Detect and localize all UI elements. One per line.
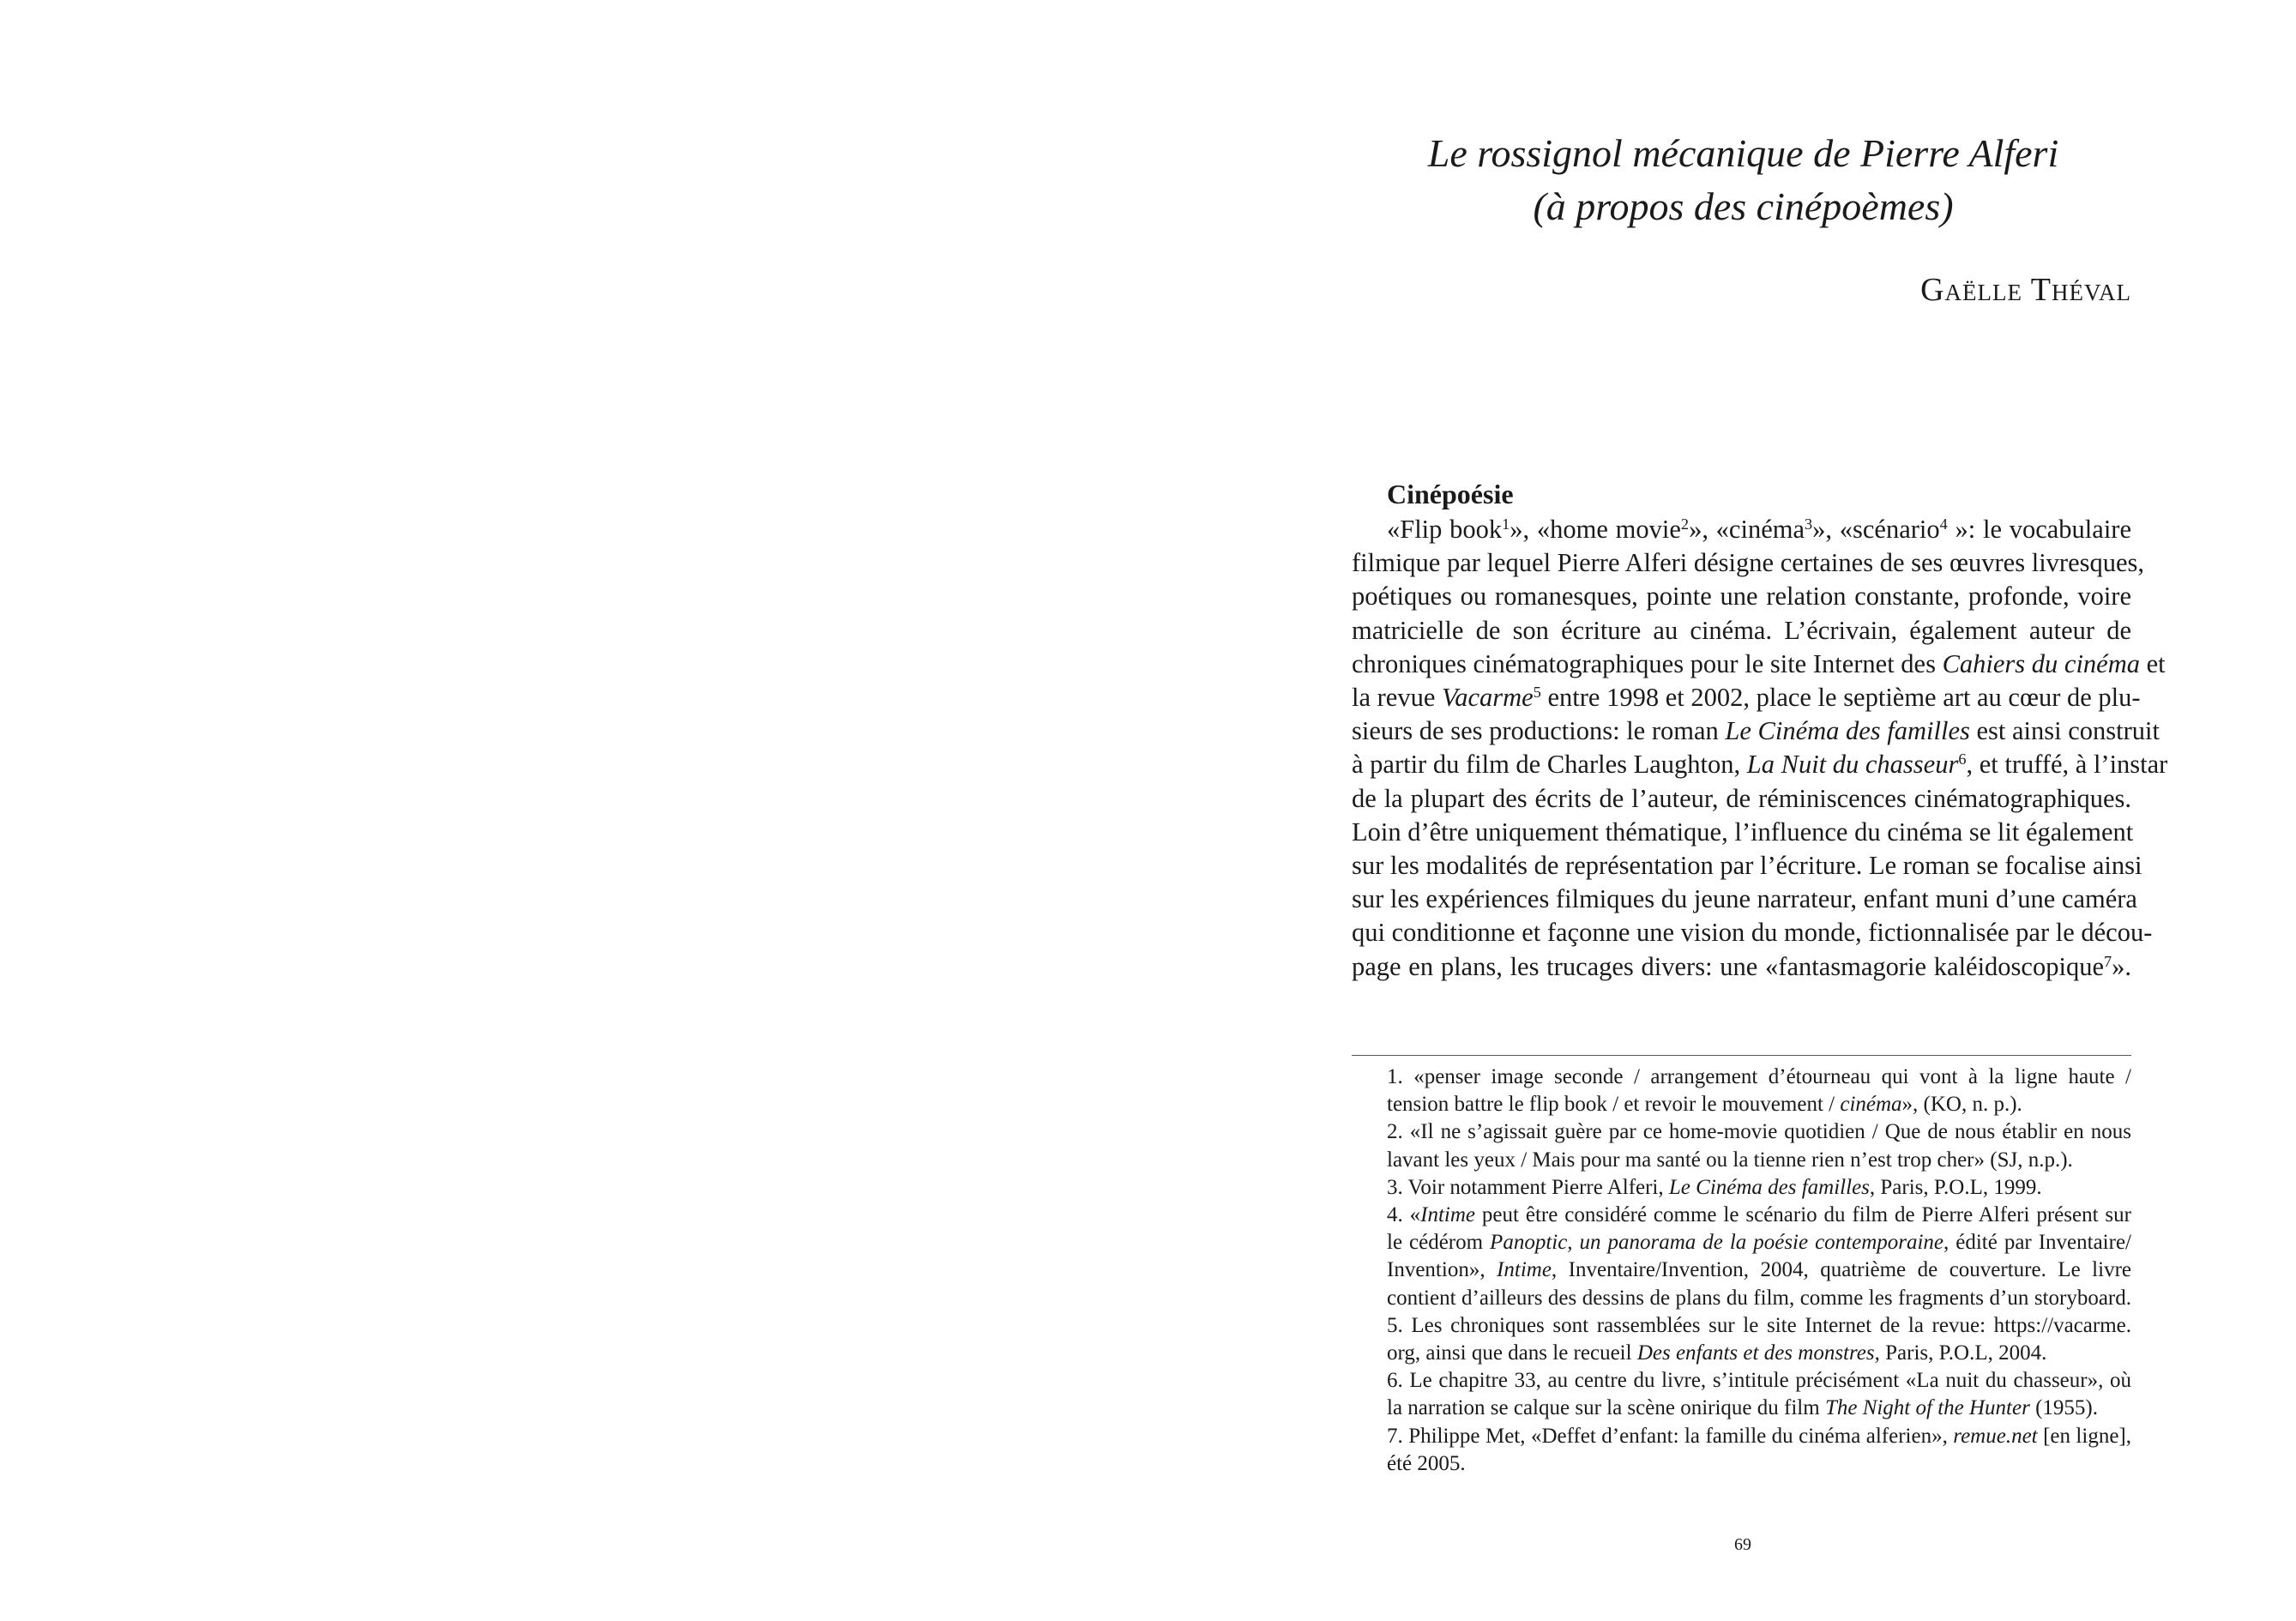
text-segment: chroniques cinématographiques pour le site Internet des [1352, 648, 1943, 678]
footnotes [1387, 1064, 2131, 1478]
text-segment: , Inventaire/Invention, 2004, quatrième de couverture. Le livre [1551, 1258, 2131, 1282]
text-segment: 7. Philippe Met, «Deffet d’enfant: la famille du cinéma alferien», [1387, 1424, 1954, 1448]
italic-text: Intime [1497, 1258, 1552, 1282]
footnote-reference: 1 [1502, 515, 1510, 533]
footnote-reference: 7 [2103, 952, 2112, 970]
italic-text: La Nuit du chasseur [1746, 750, 1959, 780]
text-segment: », «scénario [1812, 515, 1940, 544]
footnote-line [1387, 1423, 2131, 1450]
page-number: 69 [1734, 1535, 1751, 1554]
text-segment: org, ainsi que dans le recueil [1387, 1341, 1637, 1365]
text-segment: sur les modalités de représentation par l’écriture. Le roman se focalise ainsi [1352, 851, 2142, 881]
body-line [1352, 714, 2160, 748]
text-segment: ». [2112, 951, 2131, 981]
footnote-line [1387, 1174, 2131, 1202]
italic-text: Cahiers du cinéma [1942, 648, 2140, 678]
text-segment: matricielle de son écriture au cinéma. L’écrivain, également auteur de [1352, 615, 2131, 645]
author-name: Gaëlle Théval [1920, 272, 2131, 308]
footnote-line [1387, 1312, 2131, 1340]
footnote-reference: 6 [1958, 750, 1967, 768]
text-segment: sieurs de ses productions: le roman [1352, 716, 1726, 746]
text-segment: 2. «Il ne s’agissait guère par ce home-movie quotidien / Que de nous établir en nous [1387, 1120, 2131, 1144]
footnote-reference: 4 [1939, 515, 1948, 533]
footnote-line [1387, 1064, 2131, 1091]
text-segment: est ainsi construit [1969, 716, 2160, 746]
text-segment: , et truffé, à l’instar [1966, 750, 2168, 780]
section-heading: Cinépoésie [1387, 479, 1514, 509]
footnote-line [1387, 1202, 2131, 1229]
text-segment: », (KO, n. p.). [1901, 1093, 2022, 1117]
footnote-reference: 5 [1533, 683, 1541, 701]
footnote-line [1387, 1091, 2131, 1118]
text-segment: entre 1998 et 2002, place le septième art au cœur de plu- [1540, 683, 2141, 713]
footnote-line [1387, 1285, 2131, 1312]
text-segment: 3. Voir notamment Pierre Alferi, [1387, 1175, 1669, 1199]
footnote-line [1387, 1340, 2131, 1367]
body-line [1352, 681, 2141, 714]
body-line [1352, 816, 2134, 849]
article-title-line-2: (à propos des cinépoèmes) [1533, 184, 1954, 228]
text-segment: , Paris, P.O.L, 1999. [1869, 1175, 2042, 1199]
footnote-divider [1352, 1055, 2131, 1056]
text-segment: [en ligne], [2037, 1424, 2131, 1448]
footnote-line [1387, 1147, 2131, 1174]
text-segment: »: le vocabulaire [1947, 515, 2131, 544]
text-segment: », «home movie [1510, 515, 1681, 544]
footnote-line [1387, 1395, 2131, 1422]
footnote-line [1387, 1450, 2131, 1478]
text-segment: page en plans, les trucages divers: une «fantasmagorie kaléidoscopique [1352, 951, 2104, 981]
text-segment: Loin d’être uniquement thématique, l’influence du cinéma se lit également [1352, 817, 2134, 847]
text-segment: la revue [1352, 683, 1442, 713]
footnote-line [1387, 1256, 2131, 1284]
text-segment: contient d’ailleurs des dessins de plans du film, comme les fragments d’un storyboard. [1387, 1286, 2131, 1310]
footnote-reference: 3 [1805, 515, 1813, 533]
text-segment: le cédérom [1387, 1231, 1491, 1255]
italic-text: Panoptic, un panorama de la poésie contemporaine [1490, 1231, 1944, 1255]
article-title-line-1: Le rossignol mécanique de Pierre Alferi [1427, 131, 2059, 175]
text-segment: poétiques ou romanesques, pointe une relation constante, profonde, voire [1352, 582, 2131, 612]
text-segment: Invention», [1387, 1258, 1498, 1282]
body-text [1352, 513, 2168, 984]
text-segment: (1955). [2029, 1396, 2098, 1420]
text-segment: tension battre le flip book / et revoir le mouvement / [1387, 1093, 1841, 1117]
italic-text: Le Cinéma des familles [1668, 1175, 1870, 1199]
text-segment: qui conditionne et façonne une vision du monde, fictionnalisée par le décou- [1352, 918, 2153, 948]
body-line [1352, 614, 2131, 648]
body-line [1352, 782, 2131, 816]
text-segment: «Flip book [1387, 515, 1503, 544]
body-line [1352, 748, 2168, 781]
body-line [1352, 849, 2142, 883]
footnote-line [1387, 1367, 2131, 1395]
body-line [1352, 513, 2131, 546]
body-line [1352, 580, 2131, 613]
text-segment: de la plupart des écrits de l’auteur, de réminiscences cinématographiques. [1352, 783, 2131, 813]
italic-text: Intime [1420, 1203, 1476, 1227]
italic-text: Vacarme [1442, 683, 1534, 713]
text-segment: 6. Le chapitre 33, au centre du livre, s’intitule précisément «La nuit du chasseur», où [1387, 1369, 2131, 1393]
italic-text: The Night of the Hunter [1824, 1396, 2030, 1420]
text-segment: et [2140, 648, 2166, 678]
italic-text: Des enfants et des monstres [1636, 1341, 1875, 1365]
text-segment: , édité par Inventaire/ [1943, 1231, 2131, 1255]
text-segment: à partir du film de Charles Laughton, [1352, 750, 1747, 780]
text-segment: sur les expériences filmiques du jeune narrateur, enfant muni d’une caméra [1352, 884, 2137, 914]
text-segment: lavant les yeux / Mais pour ma santé ou la tienne rien n’est trop cher» (SJ, n.p.). [1387, 1148, 2073, 1172]
text-segment: peut être considéré comme le scénario du film de Pierre Alferi présent sur [1475, 1203, 2131, 1227]
italic-text: cinéma [1840, 1093, 1902, 1117]
text-segment: , Paris, P.O.L, 2004. [1874, 1341, 2047, 1365]
body-line [1352, 916, 2153, 949]
text-segment: 1. «penser image seconde / arrangement d’étourneau qui vont à la ligne haute / [1387, 1065, 2131, 1088]
body-line [1352, 648, 2166, 681]
body-line [1352, 883, 2137, 916]
text-segment: été 2005. [1387, 1451, 1466, 1475]
footnote-line [1387, 1229, 2131, 1256]
body-line [1352, 546, 2145, 580]
italic-text: Le Cinéma des familles [1725, 716, 1970, 746]
text-segment: filmique par lequel Pierre Alferi désigne certaines de ses œuvres livresques, [1352, 548, 2145, 578]
text-segment: 4. « [1387, 1203, 1421, 1227]
text-segment: », «cinéma [1689, 515, 1805, 544]
footnote-line [1387, 1118, 2131, 1146]
text-segment: la narration se calque sur la scène onirique du film [1387, 1396, 1825, 1420]
body-line [1352, 950, 2131, 984]
text-segment: 5. Les chroniques sont rassemblées sur le site Internet de la revue: https://vacarme. [1387, 1313, 2131, 1337]
italic-text: remue.net [1953, 1424, 2038, 1448]
footnote-reference: 2 [1680, 515, 1690, 533]
